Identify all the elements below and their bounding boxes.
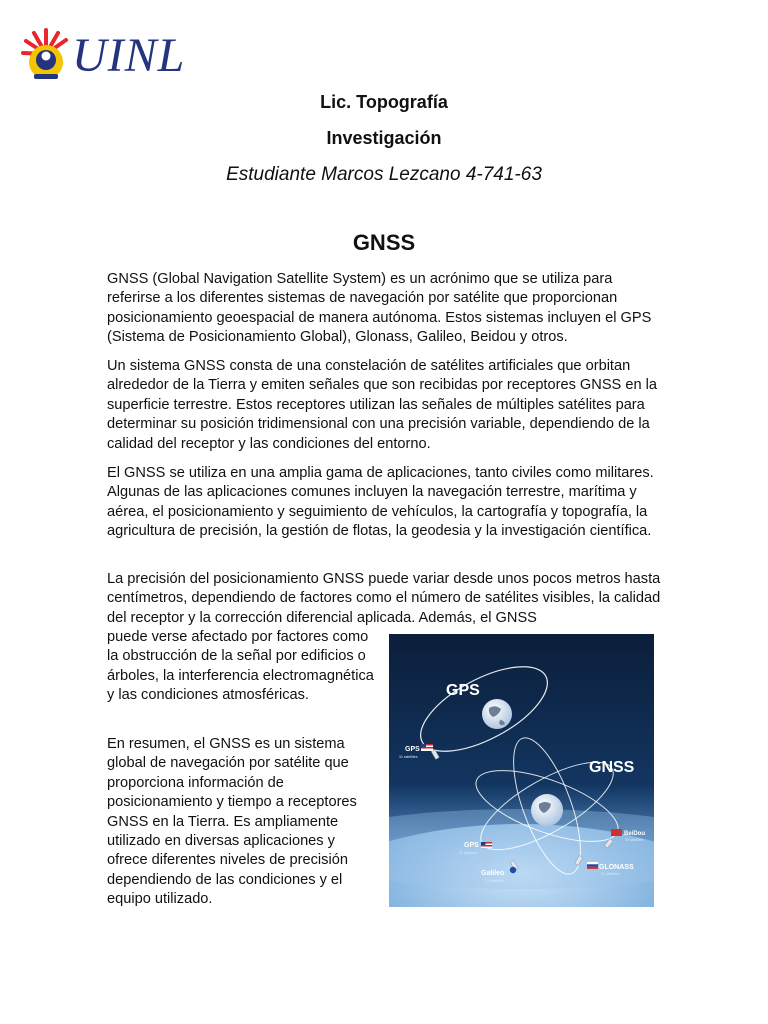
sat-sublabel-galileo: 22 satellites (485, 879, 504, 883)
document-title: GNSS (352, 230, 416, 255)
sat-label-gps-top: GPS (405, 746, 420, 753)
sat-sublabel-beidou: 35 satellites (625, 838, 644, 842)
paragraph-4: La precisión del posicionamiento GNSS puede variar desde unos pocos metros hasta centímetros, dependiendo de factores como el número de satélites visibles, la calidad del receptor y la corrección diferencial aplicada. Además, el GNSS (107, 571, 661, 626)
degree-heading: Lic. Topografía (320, 92, 448, 112)
sunburst-icon (20, 24, 72, 88)
sat-label-gps-bottom: GPS (464, 842, 479, 849)
subject-heading: Investigación (326, 128, 442, 148)
label-gnss: GNSS (589, 759, 635, 776)
paragraph-5: En resumen, el GNSS es un sistema global de navegación por satélite que proporciona información de posicionamiento y tiempo a receptores GNSS en la Tierra. Es ampliamente utilizado en diversas aplicaciones y ofrece diferentes niveles de precisión dependiendo de las condiciones y el equipo utilizado. (107, 736, 357, 908)
logo-text: UINL (72, 29, 186, 82)
student-line: Estudiante Marcos Lezcano 4-741-63 (226, 164, 542, 185)
paragraph-3: El GNSS se utiliza en una amplia gama de aplicaciones, tanto civiles como militares. Algunas de las aplicaciones comunes incluyen la navegación terrestre, marítima y aérea, el posicionamiento y seguimiento de vehículos, la cartografía y topografía, la agricultura de precisión, la gestión de flotas, la geodesia y la investigación científica. (107, 465, 654, 540)
paragraph-4-continued: puede verse afectado por factores como la obstrucción de la señal por edificios o árboles, la interferencia electromagnética y las condiciones atmosféricas. (107, 629, 374, 704)
sat-label-galileo: Galileo (481, 870, 505, 877)
gnss-satellite-image (389, 634, 654, 907)
paragraph-1: GNSS (Global Navigation Satellite System) es un acrónimo que se utiliza para referirse a los diferentes sistemas de navegación por satélite que proporcionan posicionamiento geoespacial de manera autónoma. Estos sistemas incluyen el GPS (Sistema de Posicionamiento Global), Glonass, Galileo, Beidou y otros. (107, 271, 652, 346)
label-gps: GPS (446, 682, 480, 699)
uinl-logo (20, 24, 190, 88)
sat-sublabel-glonass: 24 satellites (601, 872, 620, 876)
sat-sublabel-gps-bottom: 31 satellites (459, 851, 478, 855)
sat-sublabel-gps-top: 31 satellites (399, 755, 418, 759)
sat-label-glonass: GLONASS (599, 864, 634, 871)
sat-label-beidou: BeiDou (624, 831, 645, 837)
paragraph-2: Un sistema GNSS consta de una constelación de satélites artificiales que orbitan alrededor de la Tierra y emiten señales que son recibidas por receptores GNSS en la superficie terrestre. Estos receptores utilizan las señales de múltiples satélites para determinar su posición tridimensional con una precisión variable, dependiendo de la calidad del receptor y las condiciones del entorno. (107, 358, 657, 452)
